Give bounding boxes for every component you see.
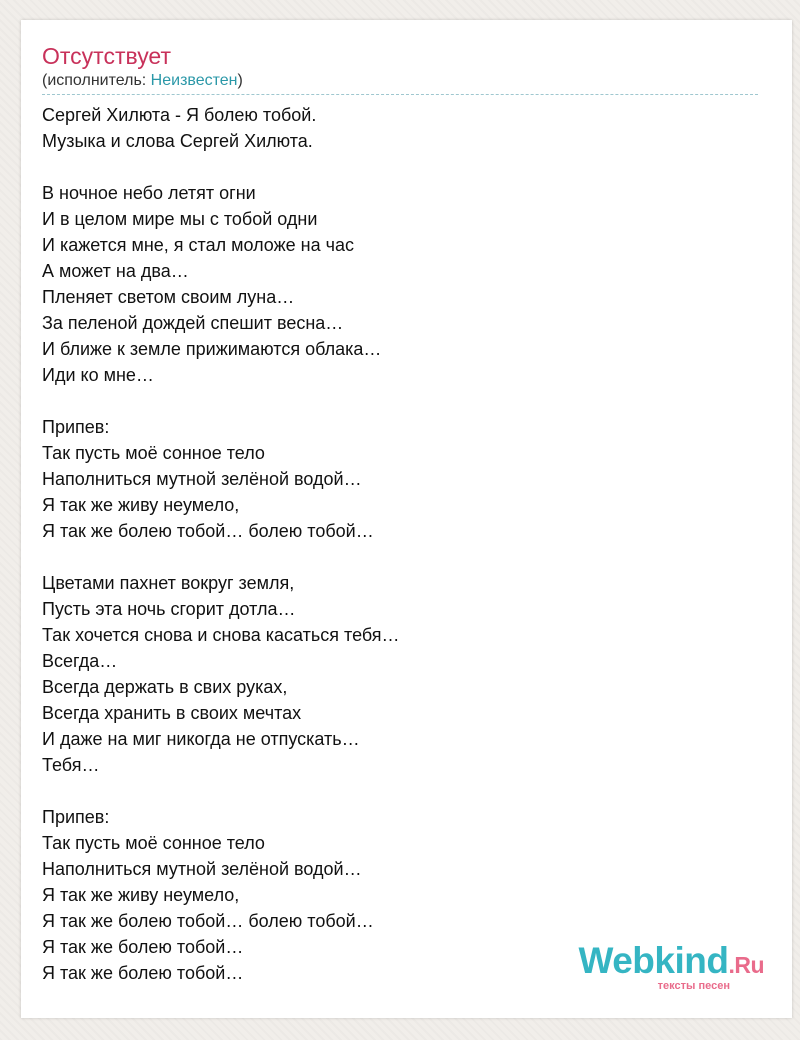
song-title: Отсутствует bbox=[42, 43, 171, 69]
lyric-line: За пеленой дождей спешит весна… bbox=[42, 313, 344, 333]
lyric-line: Я так же болею тобой… болею тобой… bbox=[42, 911, 374, 931]
artist-line bbox=[42, 71, 758, 95]
lyric-line: Я так же живу неумело, bbox=[42, 495, 240, 515]
lyrics-text bbox=[42, 102, 758, 986]
song-header bbox=[42, 42, 758, 95]
artist-link[interactable]: Неизвестен bbox=[150, 72, 238, 89]
lyric-blank-line bbox=[42, 778, 758, 804]
lyric-line: Припев: bbox=[42, 807, 110, 827]
logo-tagline: тексты песен bbox=[657, 980, 730, 992]
lyric-line: Так пусть моё сонное тело bbox=[42, 443, 265, 463]
lyric-line: Цветами пахнет вокруг земля, bbox=[42, 573, 295, 593]
lyric-line: Припев: bbox=[42, 417, 110, 437]
artist-prefix: (исполнитель: bbox=[42, 72, 151, 89]
lyric-line: Наполниться мутной зелёной водой… bbox=[42, 859, 362, 879]
lyric-line: И даже на миг никогда не отпускать… bbox=[42, 729, 360, 749]
lyric-line: Пусть эта ночь сгорит дотла… bbox=[42, 599, 296, 619]
lyric-line: Наполниться мутной зелёной водой… bbox=[42, 469, 362, 489]
logo-wordmark bbox=[578, 940, 764, 983]
lyric-line: Пленяет светом своим луна… bbox=[42, 287, 295, 307]
lyric-line: И в целом мире мы с тобой одни bbox=[42, 209, 318, 229]
lyric-line: Я так же живу неумело, bbox=[42, 885, 240, 905]
logo-tld: .Ru bbox=[728, 952, 764, 978]
artist-suffix: ) bbox=[237, 72, 243, 89]
lyric-line: Я так же болею тобой… bbox=[42, 937, 244, 957]
lyric-line: И ближе к земле прижимаются облака… bbox=[42, 339, 382, 359]
lyric-blank-line bbox=[42, 544, 758, 570]
lyric-line: А может на два… bbox=[42, 261, 189, 281]
lyric-blank-line bbox=[42, 154, 758, 180]
lyric-line: Так хочется снова и снова касаться тебя… bbox=[42, 625, 400, 645]
lyric-line: Тебя… bbox=[42, 755, 100, 775]
lyric-line: И кажется мне, я стал моложе на час bbox=[42, 235, 354, 255]
lyric-line: Так пусть моё сонное тело bbox=[42, 833, 265, 853]
lyric-line: Всегда хранить в своих мечтах bbox=[42, 703, 302, 723]
lyric-line: Всегда… bbox=[42, 651, 118, 671]
lyric-line: В ночное небо летят огни bbox=[42, 183, 256, 203]
lyric-line: Я так же болею тобой… bbox=[42, 963, 244, 983]
lyric-line: Я так же болею тобой… болею тобой… bbox=[42, 521, 374, 541]
lyric-line: Музыка и слова Сергей Хилюта. bbox=[42, 131, 313, 151]
lyric-line: Сергей Хилюта - Я болею тобой. bbox=[42, 105, 317, 125]
lyric-line: Всегда держать в свих руках, bbox=[42, 677, 288, 697]
lyric-blank-line bbox=[42, 388, 758, 414]
lyrics-card bbox=[21, 20, 792, 1018]
site-logo[interactable] bbox=[578, 940, 764, 992]
lyric-line: Иди ко мне… bbox=[42, 365, 154, 385]
logo-main-text: Webkind bbox=[578, 940, 729, 981]
